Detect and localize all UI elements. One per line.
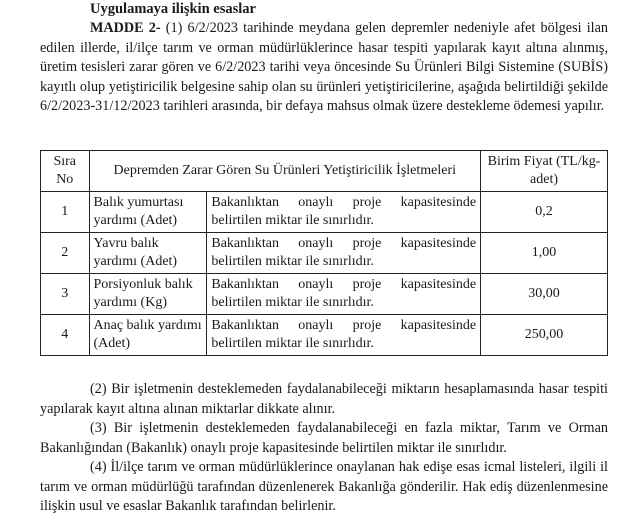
row-no: 1: [41, 192, 90, 233]
row-desc-line2: belirtilen miktar ile sınırlıdır.: [211, 254, 374, 269]
row-desc-line2: belirtilen miktar ile sınırlıdır.: [211, 295, 374, 310]
row-desc-line1: Bakanlıktan onaylı proje kapasitesinde: [211, 236, 477, 251]
row-desc: [207, 315, 481, 356]
row-price: 30,00: [481, 274, 608, 315]
section-heading: Uygulamaya ilişkin esaslar: [90, 1, 256, 17]
paragraph-2: (2) Bir işletmenin desteklemeden faydalanabileceği miktarın hesaplamasında hasar tespiti yapılarak kayıt altına alınan miktarlar dikkate alınır.: [40, 381, 608, 417]
article-label: MADDE 2-: [90, 20, 161, 36]
row-type: Porsiyonluk balık yardımı (Kg): [89, 274, 207, 315]
row-desc: [207, 274, 481, 315]
table-row: [41, 315, 608, 356]
article-paragraph-1: [40, 19, 608, 117]
table-row: [41, 233, 608, 274]
header-type: Depremden Zarar Gören Su Ürünleri Yetiştiricilik İşletmeleri: [89, 151, 481, 192]
support-table: [40, 150, 608, 356]
row-desc-line2: belirtilen miktar ile sınırlıdır.: [211, 336, 374, 351]
row-no: 4: [41, 315, 90, 356]
row-price: 1,00: [481, 233, 608, 274]
table-row: [41, 274, 608, 315]
row-desc-line1: Bakanlıktan onaylı proje kapasitesinde: [211, 277, 477, 292]
row-price: 250,00: [481, 315, 608, 356]
row-price: 0,2: [481, 192, 608, 233]
row-desc-line1: Bakanlıktan onaylı proje kapasitesinde: [211, 195, 477, 210]
row-desc: [207, 192, 481, 233]
header-no: Sıra No: [41, 151, 90, 192]
row-type: Balık yumurtası yardımı (Adet): [89, 192, 207, 233]
row-type: Yavru balık yardımı (Adet): [89, 233, 207, 274]
row-desc-line2: belirtilen miktar ile sınırlıdır.: [211, 213, 374, 228]
article-paragraph-1-text: (1) 6/2/2023 tarihinde meydana gelen depremler nedeniyle afet bölgesi ilan edilen illerde, il/ilçe tarım ve orman müdürlüklerince hasar tespiti yapılarak kayıt altına alınmış, üretim tesisleri zarar gören ve 6/2/2023 tarihi veya öncesinde Su Ürünleri Bilgi Sistemine (SUBİS) kayıtlı olup yetiştiricilik belgesine sahip olan su ürünleri yetiştiricilerine, aşağıda belirtildiği şekilde 6/2/2023-31/12/2023 tarihleri arasında, bir defaya mahsus olmak üzere destekleme ödemesi yapılır.: [40, 20, 608, 114]
row-desc-line1: Bakanlıktan onaylı proje kapasitesinde: [211, 318, 477, 333]
row-no: 3: [41, 274, 90, 315]
row-desc: [207, 233, 481, 274]
table-header-row: [41, 151, 608, 192]
paragraph-3: (3) Bir işletmenin desteklemeden faydalanabileceği en fazla miktar, Tarım ve Orman Bakanlığından (Bakanlık) onaylı proje kapasitesinde belirtilen miktar ile sınırlıdır.: [40, 420, 608, 456]
row-type: Anaç balık yardımı (Adet): [89, 315, 207, 356]
paragraph-4: (4) İl/ilçe tarım ve orman müdürlüklerince onaylanan hak edişe esas icmal listeleri, ilgili il tarım ve orman müdürlüğü tarafından düzenlenerek Bakanlığa gönderilir. Hak ediş düzenlenmesine ilişkin usul ve esaslar Bakanlık tarafından belirlenir.: [40, 459, 608, 514]
row-no: 2: [41, 233, 90, 274]
header-price: Birim Fiyat (TL/kg-adet): [481, 151, 608, 192]
table-row: [41, 192, 608, 233]
